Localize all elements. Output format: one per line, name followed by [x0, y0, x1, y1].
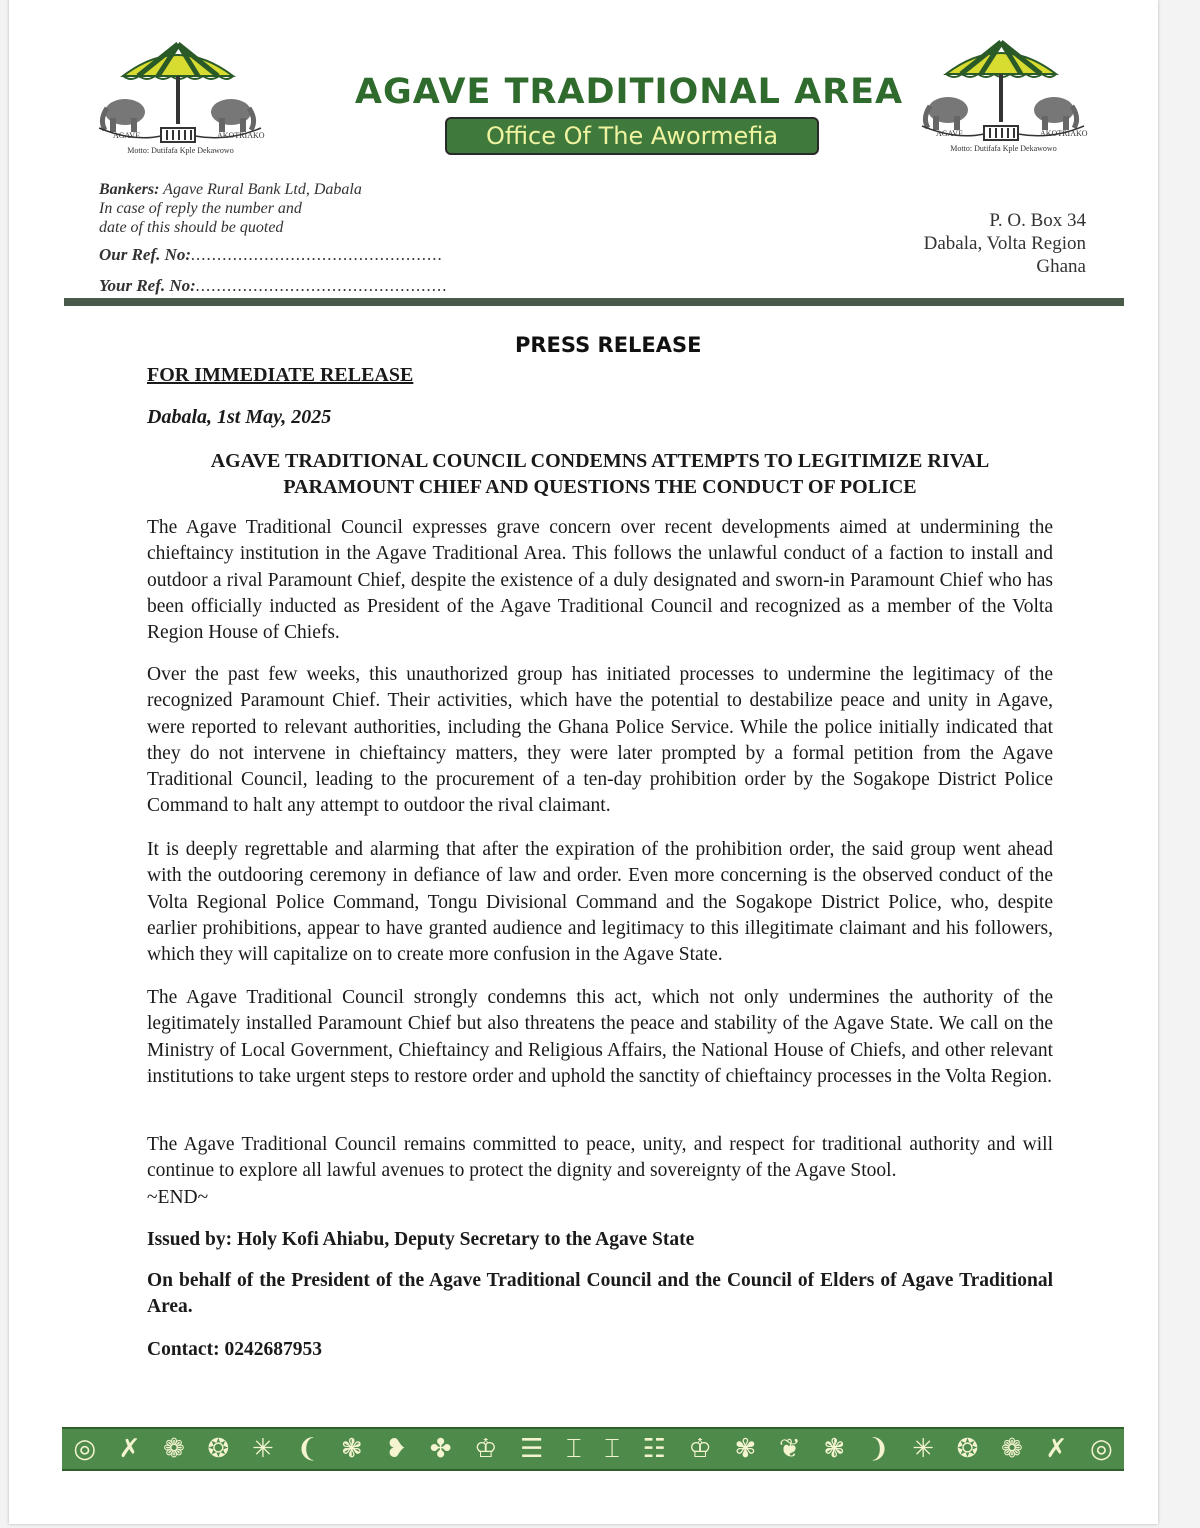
logo-left — [93, 42, 268, 172]
our-ref-dots: ................................................ — [191, 245, 444, 264]
paragraph-4-text: The Agave Traditional Council strongly condemns this act, which not only undermines the authority of the legitimately installed Paramount Chief but also threatens the peace and stability of the Agave State. We call on the Ministry of Local Government, Chieftaincy and Religious Affairs, the National House of Chiefs, and other relevant institutions to take urgent steps to restore order and uphold the sanctity of chieftaincy processes in the Volta Region. — [147, 987, 1053, 1087]
adinkra-symbol-icon: ❥ — [385, 1434, 408, 1464]
adinkra-symbol-icon: ✤ — [429, 1434, 452, 1464]
adinkra-symbol-icon: ❩ — [867, 1434, 890, 1464]
adinkra-symbol-icon: ✗ — [1045, 1434, 1068, 1464]
adinkra-symbol-icon: ❂ — [956, 1434, 979, 1464]
letterhead-page — [9, 0, 1158, 1524]
bankers-value: Agave Rural Bank Ltd, Dabala — [163, 181, 362, 198]
logo-right-label-agave: AGAVE — [936, 129, 963, 138]
headline — [147, 448, 1053, 500]
headline-line-2: PARAMOUNT CHIEF AND QUESTIONS THE CONDUCT OF POLICE — [283, 476, 917, 498]
adinkra-symbol-icon: ⌶ — [604, 1433, 620, 1464]
adinkra-symbol-icon: ❂ — [207, 1434, 230, 1464]
paragraph-1 — [147, 515, 1053, 646]
adinkra-symbol-icon: ☰ — [520, 1434, 544, 1464]
adinkra-symbol-icon: ❁ — [1001, 1434, 1023, 1464]
issued-by: Issued by: Holy Kofi Ahiabu, Deputy Secretary to the Agave State — [147, 1229, 695, 1250]
adinkra-symbol-icon: ❨ — [296, 1434, 319, 1464]
release-notice: FOR IMMEDIATE RELEASE — [147, 364, 414, 386]
adinkra-symbol-icon: ✗ — [118, 1434, 141, 1464]
address-line-2: Dabala, Volta Region — [923, 233, 1086, 254]
address-line-3: Ghana — [1036, 256, 1086, 277]
your-ref-label: Your Ref. No: — [99, 276, 196, 295]
paragraph-1-text: The Agave Traditional Council expresses grave concern over recent developments aimed at undermining the chieftaincy institution in the Agave Traditional Area. This follows the unlawful conduct of a faction to install and outdoor a rival Paramount Chief, despite the existence of a duly designated and sworn-in Paramount Chief who has been officially inducted as President of the Agave Traditional Council and recognized as a member of the Volta Region House of Chiefs. — [147, 517, 1053, 644]
umbrella-elephants-icon — [916, 40, 1091, 144]
adinkra-symbol-icon: ♔ — [688, 1434, 712, 1464]
adinkra-symbol-icon: ◎ — [73, 1434, 96, 1464]
bankers-label: Bankers: — [99, 181, 160, 198]
document-type: PRESS RELEASE — [515, 333, 702, 357]
adinkra-symbols-band — [62, 1427, 1124, 1471]
paragraph-3 — [147, 837, 1053, 968]
adinkra-symbol-icon: ❃ — [823, 1434, 846, 1464]
paragraph-3-text: It is deeply regrettable and alarming that after the expiration of the prohibition order, the said group went ahead with the outdooring ceremony in defiance of law and order. Even more concerning is the observed conduct of the Volta Regional Police Command, Tongu Divisional Command and the Sogakope District Police, who, despite earlier prohibitions, appear to have granted audience and legitimacy to this illegitimate claimant and his followers, which they will capitalize on to create more confusion in the Agave State. — [147, 839, 1053, 966]
bankers-note-2: date of this should be quoted — [99, 219, 284, 236]
adinkra-symbol-icon: ✳ — [251, 1434, 274, 1464]
your-ref — [99, 276, 448, 296]
your-ref-dots: ................................................ — [195, 276, 448, 295]
bankers-note-1: In case of reply the number and — [99, 200, 302, 217]
adinkra-symbol-icon: ✾ — [734, 1434, 757, 1464]
logo-left-motto: Motto: Dutifafa Kple Dekawowo — [127, 146, 234, 155]
paragraph-2-text: Over the past few weeks, this unauthorized group has initiated processes to undermine the legitimacy of the recognized Paramount Chief. Their activities, which have the potential to destabilize peace and unity in Agave, were reported to relevant authorities, including the Ghana Police Service. While the police initially indicated that they do not intervene in chieftaincy matters, they were later prompted by a formal petition from the Agave Traditional Council, leading to the procurement of a ten-day prohibition order by the Sogakope District Police Command to halt any attempt to outdoor the rival claimant. — [147, 664, 1053, 817]
logo-left-label-akotriako: AKOTRIAKO — [217, 131, 265, 140]
headline-line-1: AGAVE TRADITIONAL COUNCIL CONDEMNS ATTEMPTS TO LEGITIMIZE RIVAL — [210, 450, 990, 472]
dateline: Dabala, 1st May, 2025 — [147, 406, 332, 428]
bankers-block — [99, 180, 362, 237]
logo-right-label-akotriako: AKOTRIAKO — [1040, 129, 1088, 138]
paragraph-5 — [147, 1132, 1053, 1211]
adinkra-symbol-icon: ◎ — [1089, 1434, 1113, 1464]
address-line-1: P. O. Box 34 — [989, 210, 1086, 231]
on-behalf: On behalf of the President of the Agave Traditional Council and the Council of Elders of Agave Traditional Area. — [147, 1270, 1053, 1317]
adinkra-symbol-icon: ♔ — [474, 1434, 498, 1464]
contact: Contact: 0242687953 — [147, 1339, 322, 1360]
paragraph-5-text: The Agave Traditional Council remains committed to peace, unity, and respect for traditional authority and will continue to explore all lawful avenues to protect the dignity and sovereignty of the Agave Stool. — [147, 1134, 1053, 1182]
paragraph-2 — [147, 662, 1053, 820]
logo-right-motto: Motto: Dutifafa Kple Dekawowo — [950, 144, 1057, 153]
adinkra-symbol-icon: ☷ — [642, 1434, 666, 1464]
postal-address — [924, 209, 1086, 278]
end-marker: ~END~ — [147, 1186, 209, 1208]
umbrella-elephants-icon — [93, 42, 268, 146]
our-ref — [99, 245, 443, 265]
logo-right — [916, 40, 1091, 170]
header-divider — [64, 298, 1124, 306]
our-ref-label: Our Ref. No: — [99, 245, 192, 264]
letterhead-subtitle: Office Of The Awormefia — [445, 117, 819, 155]
logo-left-label-agave: AGAVE — [113, 131, 140, 140]
adinkra-symbol-icon: ✳ — [912, 1434, 934, 1464]
adinkra-symbol-icon: ❁ — [163, 1434, 185, 1464]
adinkra-symbol-icon: ⌶ — [566, 1433, 582, 1464]
adinkra-symbol-icon: ❃ — [340, 1434, 363, 1464]
paragraph-4 — [147, 985, 1053, 1090]
adinkra-symbol-icon: ❦ — [778, 1434, 801, 1464]
letterhead-title: AGAVE TRADITIONAL AREA — [354, 72, 904, 112]
